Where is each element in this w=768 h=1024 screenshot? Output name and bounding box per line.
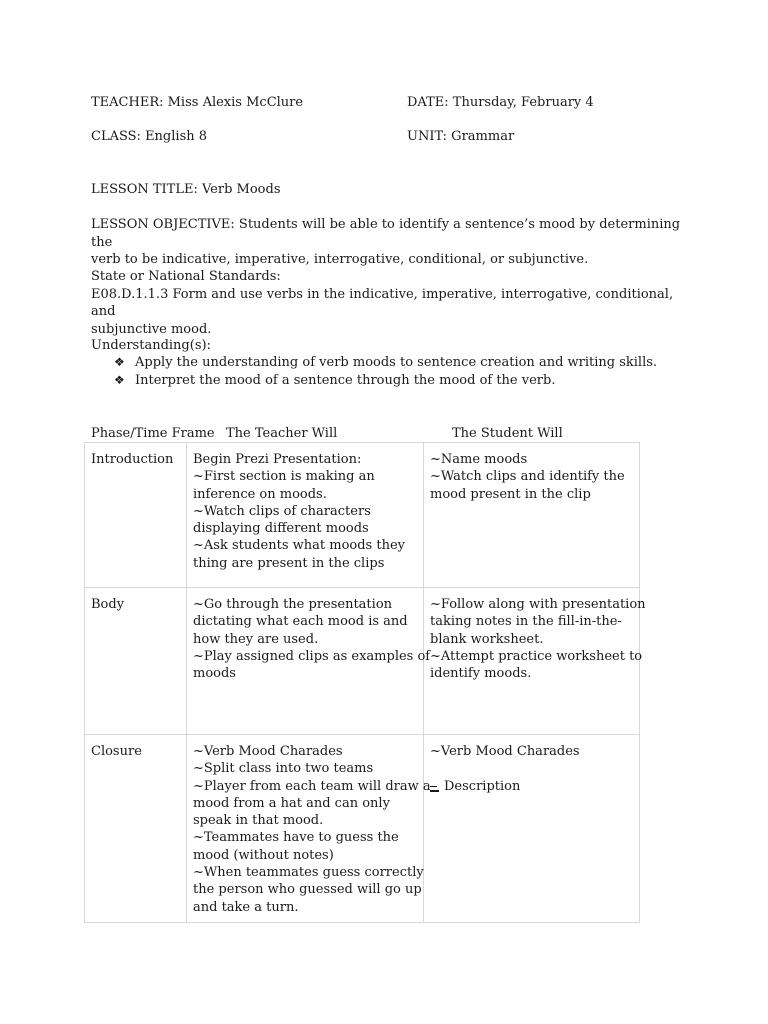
description-item bbox=[430, 778, 633, 795]
teacher-label: TEACHER: Miss Alexis McClure bbox=[91, 95, 304, 110]
student-cell: ~Verb Mood Charades Description bbox=[424, 735, 640, 923]
standards-heading: State or National Standards: bbox=[91, 269, 281, 284]
table-row bbox=[85, 588, 640, 735]
date-label: DATE: Thursday, February 4 bbox=[407, 95, 594, 110]
student-cell: ~Name moods ~Watch clips and identify the mood present in the clip bbox=[424, 443, 640, 588]
objective-line-2: verb to be indicative, imperative, interrogative, conditional, or subjunctive. bbox=[91, 252, 589, 267]
diamond-bullet-icon: ❖ bbox=[114, 372, 125, 387]
understandings-heading: Understanding(s): bbox=[91, 338, 211, 353]
standards-block bbox=[91, 268, 681, 338]
standards-line-1: E08.D.1.1.3 Form and use verbs in the indicative, imperative, interrogative, conditional, and bbox=[91, 286, 674, 319]
lesson-title: LESSON TITLE: Verb Moods bbox=[91, 182, 281, 197]
header-teacher: The Teacher Will bbox=[226, 426, 338, 441]
lesson-objective bbox=[91, 216, 681, 269]
unit-label: UNIT: Grammar bbox=[407, 129, 515, 144]
understanding-text: Apply the understanding of verb moods to sentence creation and writing skills. bbox=[135, 355, 658, 370]
description-text: Description bbox=[444, 779, 521, 795]
understandings-list bbox=[114, 354, 657, 389]
standards-line-2: subjunctive mood. bbox=[91, 321, 212, 337]
teacher-cell: Begin Prezi Presentation: ~First section is making an inference on moods. ~Watch clips of characters displaying different moods ~Ask students what moods they thing are present in the clips bbox=[187, 443, 424, 588]
phase-cell: Body bbox=[85, 588, 187, 735]
table-row bbox=[85, 443, 640, 588]
class-label: CLASS: English 8 bbox=[91, 129, 208, 144]
list-item bbox=[114, 372, 657, 390]
lesson-plan-table bbox=[84, 442, 646, 923]
header-phase: Phase/Time Frame bbox=[91, 426, 215, 441]
student-cell: ~Follow along with presentation taking notes in the fill-in-the- blank worksheet. ~Attempt practice worksheet to identify moods. bbox=[424, 588, 640, 735]
phase-cell: Closure bbox=[85, 735, 187, 923]
phase-cell: Introduction bbox=[85, 443, 187, 588]
table-row bbox=[85, 735, 640, 923]
diamond-bullet-icon: ❖ bbox=[114, 355, 125, 369]
header-student: The Student Will bbox=[452, 426, 563, 441]
teacher-cell: ~Go through the presentation dictating what each mood is and how they are used. ~Play assigned clips as examples of moods bbox=[187, 588, 424, 735]
teacher-cell: ~Verb Mood Charades ~Split class into two teams ~Player from each team will draw a mood from a hat and can only speak in that mood. ~Teammates have to guess the mood (without notes) ~When teammates guess correctly the person who guessed will go up and take a turn. bbox=[187, 735, 424, 923]
objective-line-1: LESSON OBJECTIVE: Students will be able to identify a sentence’s mood by determining the bbox=[91, 217, 681, 250]
list-item bbox=[114, 354, 657, 372]
understanding-text: Interpret the mood of a sentence through the mood of the verb. bbox=[135, 372, 556, 388]
equals-mark-icon bbox=[430, 786, 439, 792]
